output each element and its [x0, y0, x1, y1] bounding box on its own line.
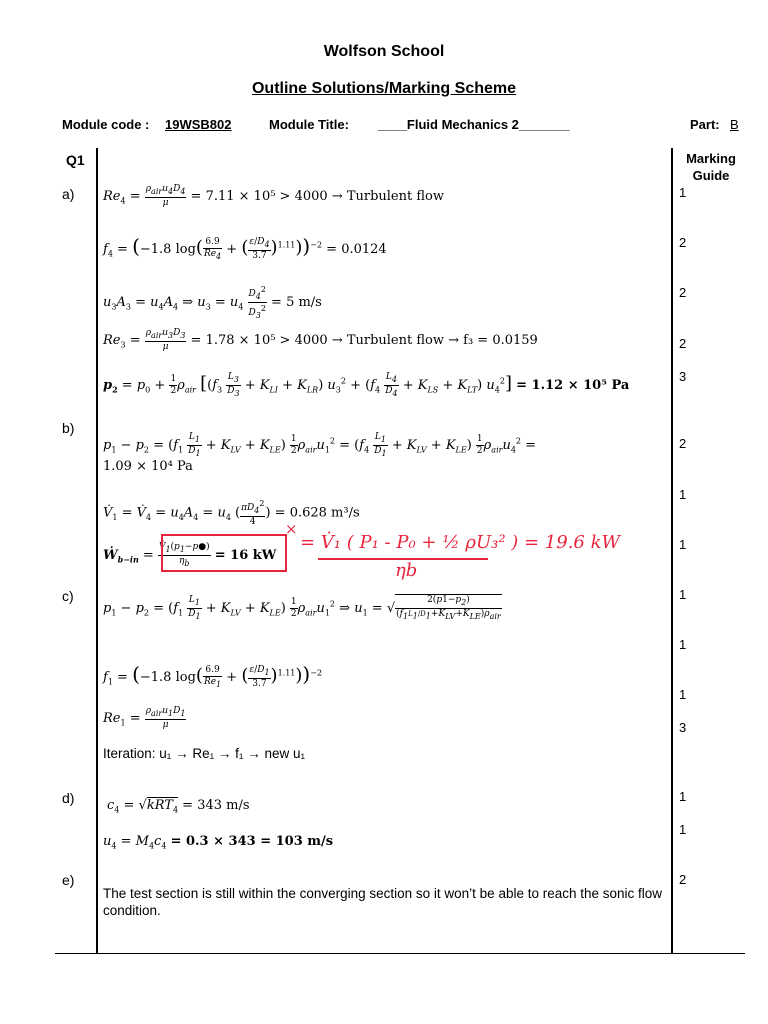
- equation-a2-result: = 0.0124: [326, 242, 387, 257]
- mark: 2: [679, 872, 687, 887]
- iteration-text: Iteration: u₁ → Re₁ → f₁ → new u₁: [103, 746, 306, 761]
- part-label: Part:: [690, 117, 720, 132]
- equation-b2-result: = 0.628 m³/s: [274, 505, 360, 521]
- equation-b1: $p_1 - p_2 = (f_1$ $\frac{L_1}{D_1}$ + $K_{LV} + K_{LE}$) $\frac{1}{2}$ $\rho_{air}u_1^2 = (f_4$ $\frac{L_1}{D_1}$ + $K_{LV} + K_{LE}$) $\frac{1}{2}$ $\rho_{air}u_4^2$ =: [103, 432, 537, 458]
- equation-b3-result: = 16 kW: [214, 547, 277, 563]
- school-title: Wolfson School: [323, 43, 445, 60]
- mark: 1: [679, 789, 687, 804]
- equation-a1: $Re_4$ = $\frac{\rho_{air}u_4D_4}{\mu}$ = 7.11 × 10⁵ > 4000 → Turbulent flow: [103, 184, 444, 208]
- right-divider: [671, 148, 673, 954]
- mark: 1: [679, 185, 687, 200]
- equation-c3: $Re_1$ = $\frac{\rho_{air}u_1D_1}{\mu}$: [103, 706, 186, 730]
- page-subtitle: Outline Solutions/Marking Scheme: [251, 80, 517, 97]
- mark: 2: [679, 285, 687, 300]
- mark: 2: [679, 235, 687, 250]
- equation-a4: $Re_3$ = $\frac{\rho_{air}u_3D_3}{\mu}$ = 1.78 × 10⁵ > 4000 → Turbulent flow → f₃ = 0.0159: [103, 328, 538, 352]
- mark: 1: [679, 637, 687, 652]
- section-label-e: e): [62, 872, 75, 888]
- left-divider: [96, 148, 98, 954]
- red-correction-box: [161, 534, 287, 572]
- question-number: Q1: [66, 152, 85, 168]
- handwritten-cross: ×: [285, 520, 298, 538]
- section-label-b: b): [62, 420, 75, 436]
- mark: 1: [679, 487, 687, 502]
- mark: 1: [679, 537, 687, 552]
- mark: 1: [679, 587, 687, 602]
- equation-a3: $u_3A_3 = u_4A_4$ ⇒ $u_3 = u_4$ $\frac{D_4^2}{D_3^2}$ = 5 m/s: [103, 285, 322, 320]
- module-title: ____Fluid Mechanics 2_______: [378, 117, 570, 132]
- equation-a3-result: = 5 m/s: [271, 294, 322, 310]
- mark: 2: [679, 436, 687, 451]
- mark: 1: [679, 687, 687, 702]
- module-code: 19WSB802: [165, 117, 232, 132]
- equation-d2-result: = 0.3 × 343 = 103 m/s: [170, 834, 334, 849]
- equation-d2: $u_4 = M_4c_4 = 0.3 \times 343 = 103$ m/s: [103, 834, 334, 851]
- equation-a5-result: = 1.12 × 10⁵ Pa: [516, 377, 630, 393]
- module-code-label: Module code :: [62, 117, 150, 132]
- answer-e: The test section is still within the converging section so it won’t be able to reach the sonic flow condition.: [103, 886, 663, 918]
- equation-a4-result: = 1.78 × 10⁵ > 4000 → Turbulent flow → f₃ = 0.0159: [190, 332, 538, 348]
- bottom-rule: [55, 953, 745, 954]
- section-label-a: a): [62, 186, 75, 202]
- equation-d1: $c_4 = √kRT_4 = 343$ m/s: [107, 798, 250, 815]
- equation-a5: $p_2 = p_0$ + $\frac{1}{2}$ $\rho_{air}$ [($f_3$ $\frac{L_3}{D_3}$ + $K_{LI} + K_{LR}$) $u_3^2 + (f_4$ $\frac{L_4}{D_4}$ + $K_{LS} + K_{LT}$) $u_4^2] = 1.12 \times 10^5$ Pa: [103, 372, 630, 398]
- section-label-c: c): [62, 588, 74, 604]
- mark: 2: [679, 336, 687, 351]
- equation-b2: $V̇_1$ = $V̇_4 = u_4A_4 = u_4$ ( $\frac{\pi D_4^2}{4}$ ) = 0.628 m³/s: [103, 499, 360, 527]
- part-value: B: [730, 117, 739, 132]
- mark: 1: [679, 822, 687, 837]
- equation-d1-result: = 343 m/s: [182, 798, 250, 813]
- equation-c1: $p_1 - p_2 = (f_1$ $\frac{L_1}{D_1}$ + $K_{LV} + K_{LE}$) $\frac{1}{2}$ $\rho_{air}u_1^2$ ⇒ $u_1$ = √ $\frac{2(p1-p_2)}{(f_1L_1/D_1+K_{LV}+K_{LE})\rho_{air}}$: [103, 595, 501, 621]
- module-title-label: Module Title:: [269, 117, 349, 132]
- marking-guide-header: Marking Guide: [686, 151, 736, 183]
- equation-a2: $f_4 = (-1.8$ log( $\frac{6.9}{Re_4}$ + ( $\frac{\varepsilon/D_4}{3.7}$ )$^{1.11}$))$^{-2}$ = 0.0124: [103, 234, 387, 261]
- equation-b3: Ẇ$_{b-in}$ = $\frac{V̇_1(p_1-p●)}{\eta_b}$ = 16 kW: [103, 542, 277, 568]
- handwritten-denominator: ηb: [395, 560, 418, 581]
- handwritten-expression: = V̇₁ ( P₁ - P₀ + ½ ρU₃² ) = 19.6 kW: [300, 532, 621, 553]
- equation-c2: $f_1 = (-1.8$ log( $\frac{6.9}{Re_1}$ + ( $\frac{\varepsilon/D_1}{3.7}$ )$^{1.11}$))$^{-2}$: [103, 662, 323, 689]
- mark: 3: [679, 369, 687, 384]
- section-label-d: d): [62, 790, 75, 806]
- mark: 3: [679, 720, 687, 735]
- equation-b1-result: 1.09 × 10⁴ Pa: [103, 459, 193, 474]
- equation-a1-result: = 7.11 × 10⁵ > 4000 → Turbulent flow: [190, 188, 444, 204]
